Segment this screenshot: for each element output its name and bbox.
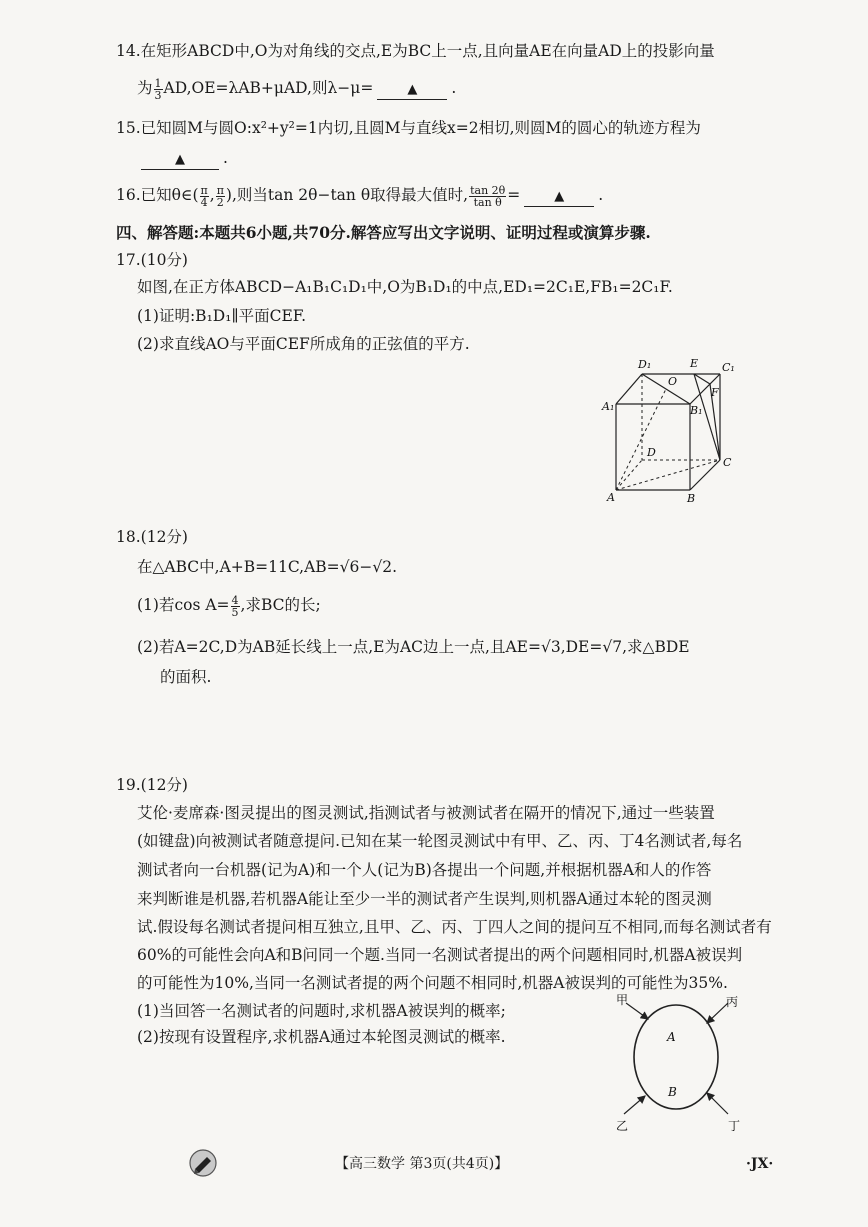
q16-f1-den: 4	[200, 195, 208, 209]
q15-line2: ▲ .	[137, 147, 228, 170]
q14-line2: 为 $\frac{1}{3}$ AD,OE=λAB+μAD,则λ−μ= ▲ .	[137, 76, 457, 102]
q19-number: 19.	[116, 776, 141, 794]
label-jia: 甲	[616, 993, 629, 1007]
section-4-header: 四、解答题:本题共6小题,共70分.解答应写出文字说明、证明过程或演算步骤.	[116, 223, 651, 242]
q19-line-4: 来判断谁是机器,若机器A能让至少一半的测试者产生误判,则机器A通过本轮的图灵测	[137, 890, 712, 908]
q17-number: 17.	[116, 251, 141, 269]
q18-stem: 在△ABC中,A+B=11C,AB=√6−√2.	[137, 558, 398, 576]
q16-frac-pi2	[216, 185, 225, 208]
q18-header	[116, 526, 188, 548]
q14-blank-mark: ▲	[407, 82, 418, 97]
label-b: B	[687, 492, 696, 505]
q18-frac-num: 4	[231, 593, 239, 607]
q16-f2-den: 2	[216, 195, 224, 209]
q16-f2-num: π	[216, 183, 224, 197]
q16-text-a: 已知θ∈(	[140, 186, 199, 204]
q16-f1-num: π	[200, 183, 208, 197]
q16-answer-blank[interactable]	[524, 186, 594, 207]
label-c1: C₁	[722, 361, 735, 374]
q18-part2-line2: 的面积.	[160, 668, 212, 686]
edge-a1-d1	[616, 374, 642, 404]
label-c: C	[723, 456, 732, 469]
q16-frac-pi4	[200, 185, 209, 208]
cube-figure	[598, 352, 748, 507]
arrow-yi	[624, 1096, 645, 1114]
label-yi: 乙	[616, 1119, 629, 1133]
q14-line1	[116, 40, 715, 62]
q14-prefix: 为	[137, 79, 153, 97]
label-person-b: B	[668, 1085, 677, 1099]
label-a1: A₁	[602, 400, 615, 413]
q14-text-line1: 在矩形ABCD中,O为对角线的交点,E为BC上一点,且向量AE在向量AD上的投影向量	[140, 42, 715, 60]
q15-text: 已知圆M与圆O:x²+y²=1内切,且圆M与直线x=2相切,则圆M的圆心的轨迹方程为	[140, 119, 701, 137]
q18-points: (12分)	[140, 528, 188, 546]
q14-number: 14.	[116, 42, 141, 60]
q16-text-c: =	[507, 186, 521, 204]
q18-frac	[231, 595, 240, 618]
q17-part1: (1)证明:B₁D₁∥平面CEF.	[137, 307, 307, 325]
label-ding: 丁	[728, 1119, 741, 1133]
q15-answer-blank[interactable]	[141, 149, 219, 170]
q14-frac-num: 1	[154, 76, 162, 90]
q15-line1	[116, 117, 701, 139]
q14-answer-blank[interactable]	[377, 79, 447, 100]
q19-line-5: 试.假设每名测试者提问相互独立,且甲、乙、丙、丁四人之间的提问互不相同,而每名测试者有	[137, 918, 772, 936]
label-f: F	[711, 386, 719, 399]
q16-number: 16.	[116, 186, 141, 204]
q19-part2: (2)按现有设置程序,求机器A通过本轮图灵测试的概率.	[137, 1028, 506, 1046]
footer-code: ·JX·	[746, 1156, 774, 1172]
q19-points: (12分)	[140, 776, 188, 794]
q19-line-1: 艾伦·麦席森·图灵提出的图灵测试,指测试者与被测试者在隔开的情况下,通过一些装置	[137, 804, 715, 822]
edge-a-d-hidden	[616, 460, 642, 490]
arrow-bing	[707, 1003, 728, 1023]
q16-line: 16.已知θ∈( $\frac{\pi}{4}$ , $\frac{\pi}{2}$ ),则当tan 2θ−tan θ取得最大值时, $\frac{\tan 2\theta}{\text{tan θ}}$ = ▲ .	[116, 183, 604, 209]
q16-frac-tan	[469, 185, 506, 208]
label-b1: B₁	[690, 404, 703, 417]
q19-part1: (1)当回答一名测试者的问题时,求机器A被误判的概率;	[137, 1002, 506, 1020]
q14-fraction	[154, 78, 163, 101]
q16-f3-den: tan θ	[473, 195, 502, 209]
label-e: E	[690, 357, 699, 370]
turing-test-figure	[608, 990, 758, 1135]
edge-d1-b1	[642, 374, 690, 404]
label-d: D	[647, 446, 656, 459]
q17-part2: (2)求直线AO与平面CEF所成角的正弦值的平方.	[137, 335, 470, 353]
q19-line-6: 60%的可能性会向A和B问同一个题.当同一名测试者提出的两个问题相同时,机器A被误判	[137, 946, 743, 964]
q18-part1	[137, 594, 321, 618]
q19-line-7: 的可能性为10%,当同一名测试者提的两个问题不相同时,机器A被误判的可能性为35%.	[137, 974, 728, 992]
arrow-jia	[626, 1003, 648, 1019]
q19-line-3: 测试者向一台机器(记为A)和一个人(记为B)各提出一个问题,并根据机器A和人的作答	[137, 861, 712, 879]
q18-part1-b: ,求BC的长;	[240, 596, 321, 614]
arrow-ding	[707, 1093, 728, 1114]
q17-stem: 如图,在正方体ABCD−A₁B₁C₁D₁中,O为B₁D₁的中点,ED₁=2C₁E,FB₁=2C₁F.	[137, 278, 673, 296]
label-o: O	[668, 375, 678, 388]
q14-text-line2: AD,OE=λAB+μAD,则λ−μ=	[163, 79, 374, 97]
q16-f3-num: tan 2θ	[470, 183, 506, 197]
label-a: A	[607, 491, 615, 504]
q18-frac-den: 5	[231, 605, 239, 619]
q18-part1-a: (1)若cos A=	[137, 596, 230, 614]
pencil-logo-icon	[186, 1146, 220, 1180]
q15-blank-mark: ▲	[175, 152, 185, 167]
q17-points: (10分)	[140, 251, 188, 269]
q19-header	[116, 774, 188, 796]
label-machine-a: A	[667, 1030, 676, 1044]
q16-text-b: ),则当tan 2θ−tan θ取得最大值时,	[225, 186, 469, 204]
q16-blank-mark: ▲	[554, 189, 565, 204]
q18-number: 18.	[116, 528, 141, 546]
q15-number: 15.	[116, 119, 141, 137]
footer-page-info: 【高三数学 第3页(共4页)】	[335, 1156, 509, 1172]
q17-header	[116, 249, 188, 271]
q18-part2-line1: (2)若A=2C,D为AB延长线上一点,E为AC边上一点,且AE=√3,DE=√7,求△BDE	[137, 638, 690, 656]
label-d1: D₁	[638, 358, 652, 371]
q19-line-2: (如键盘)向被测试者随意提问.已知在某一轮图灵测试中有甲、乙、丙、丁4名测试者,每名	[137, 832, 743, 850]
label-bing: 丙	[726, 995, 739, 1009]
q14-frac-den: 3	[154, 88, 162, 102]
